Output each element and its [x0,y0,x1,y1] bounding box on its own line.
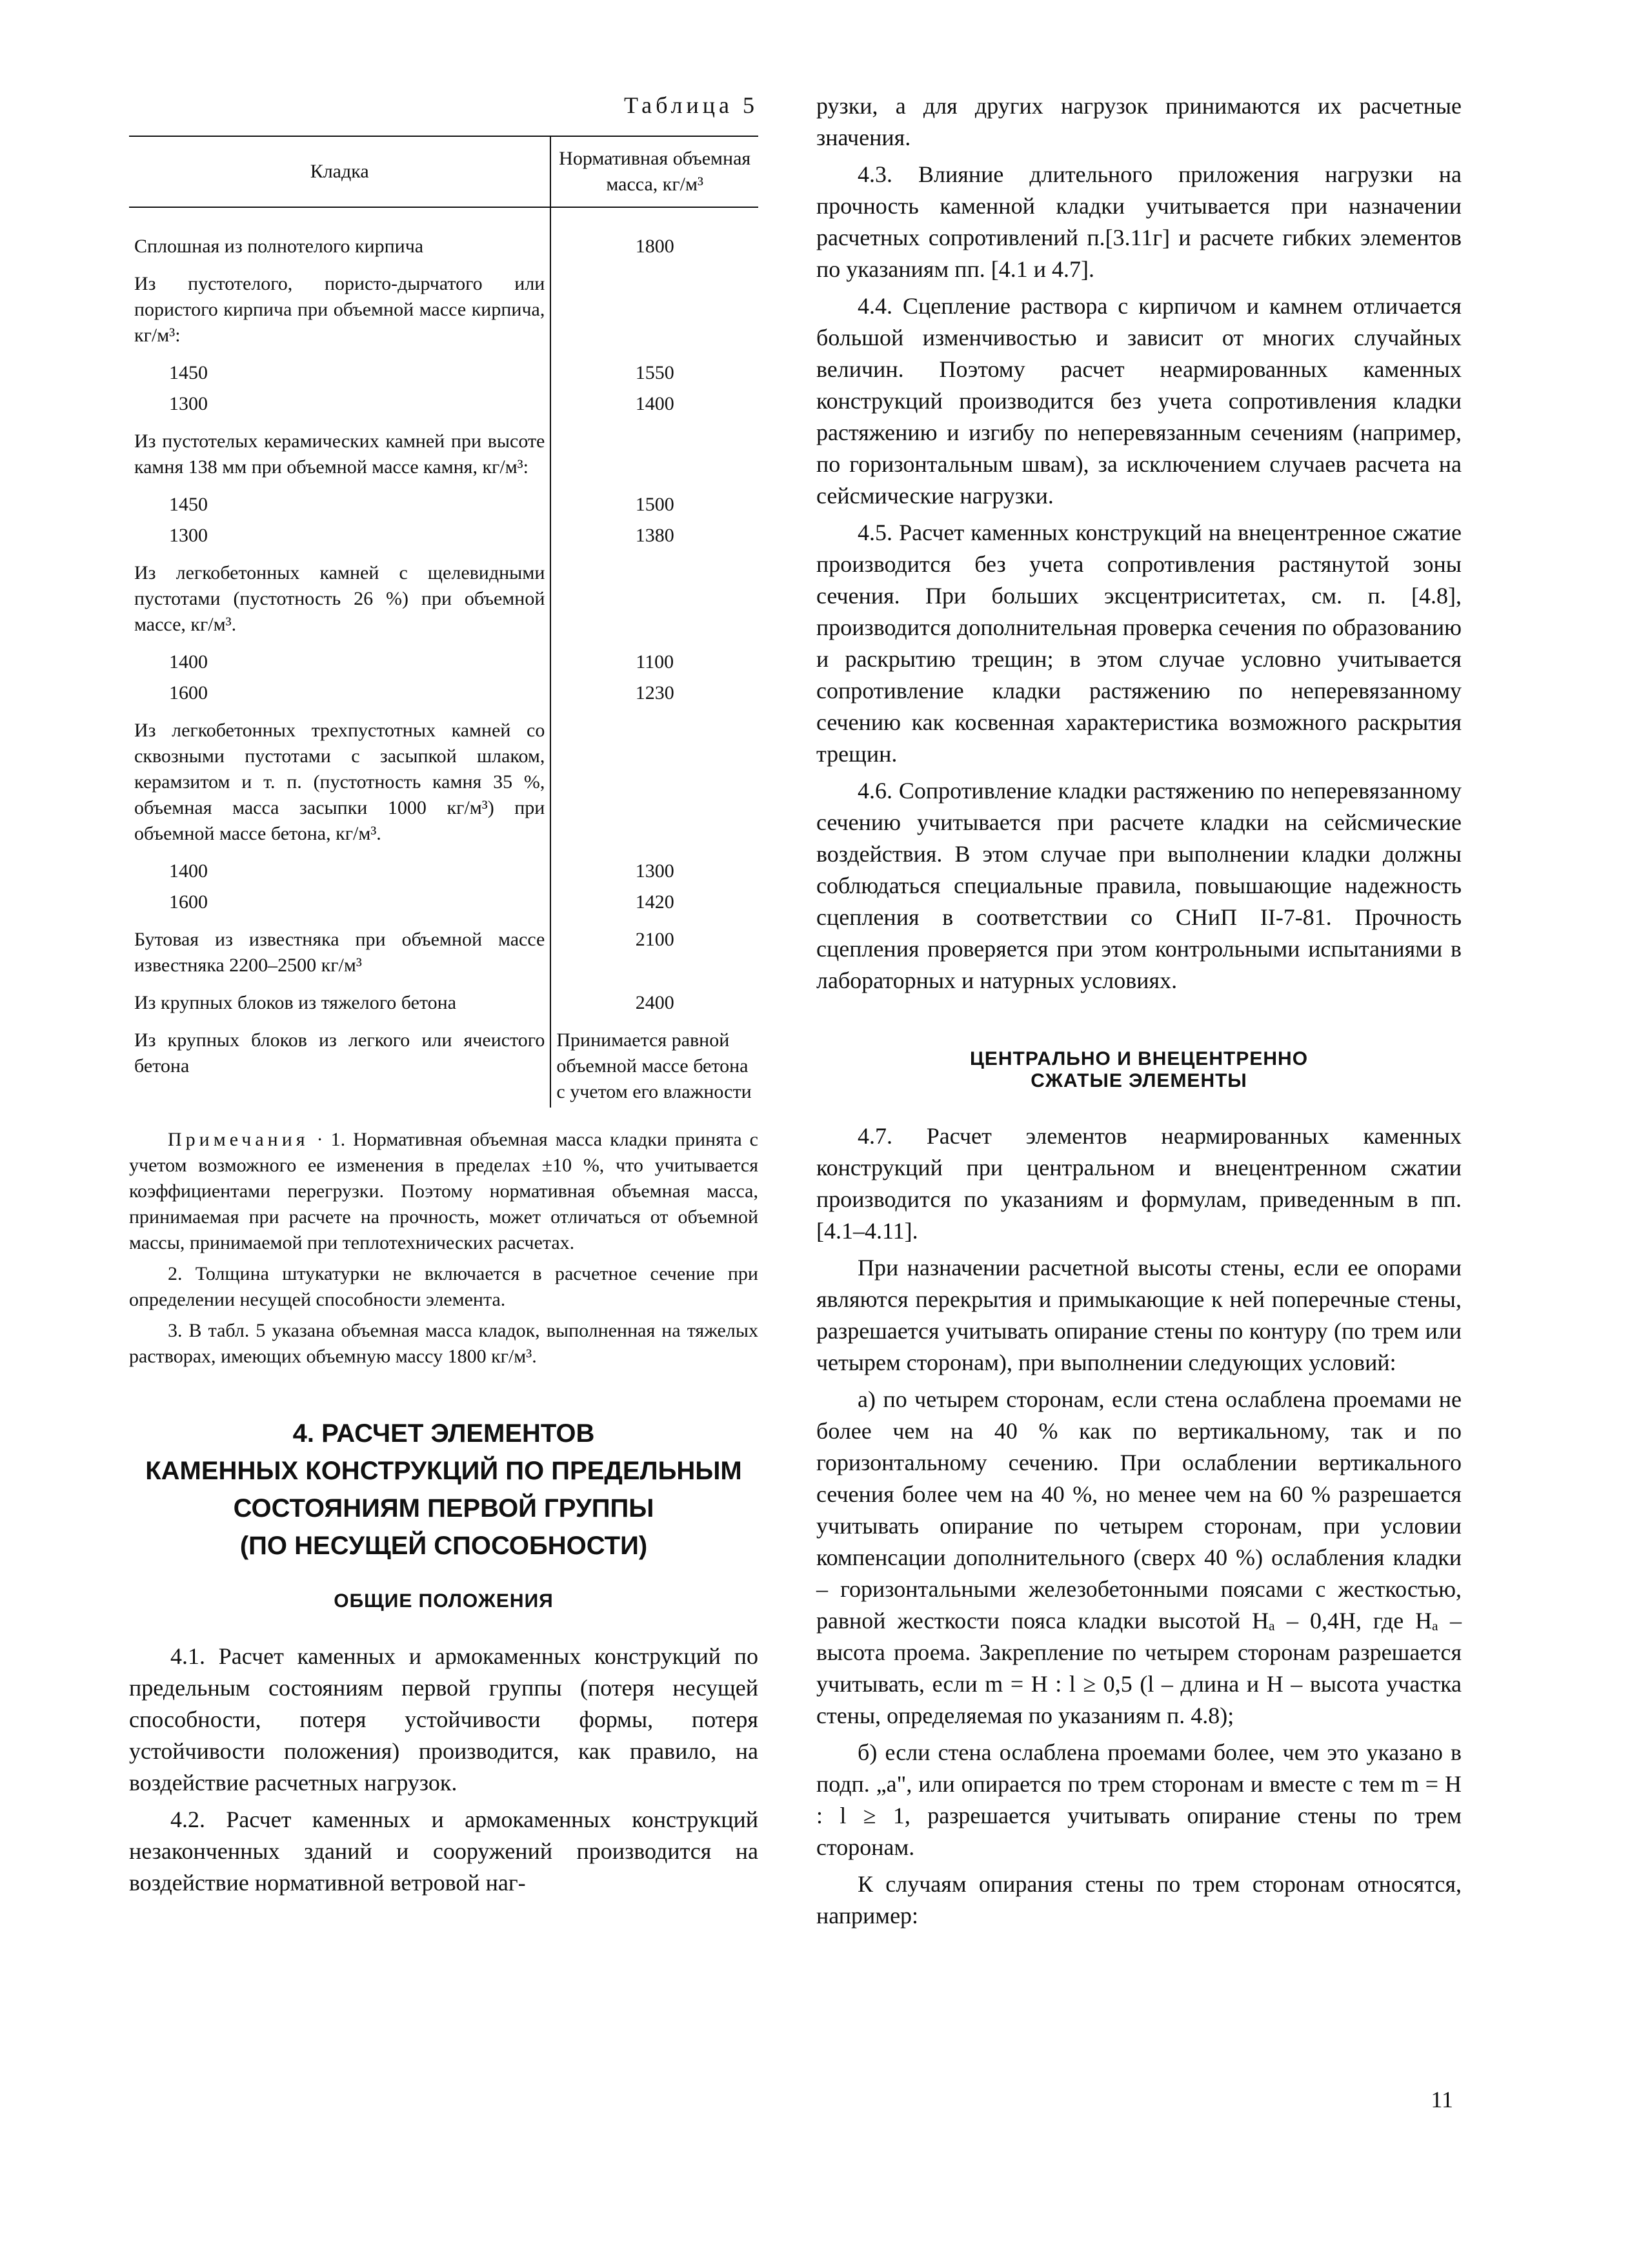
table-cell-value: 1420 [550,887,758,918]
table-cell-label: Из пустотелого, пористо-дырчатого или пористого кирпича при объемной массе кирпича, кг/м³: [134,273,545,346]
table-row [129,207,758,262]
table-notes [129,1127,758,1370]
section-title-line: 4. РАСЧЕТ ЭЛЕМЕНТОВ [292,1419,595,1448]
table-cell-value: 1100 [550,640,758,678]
paragraph-4-2: 4.2. Расчет каменных и армокаменных конструкций незаконченных зданий и сооружений производится на воздействие нормативной ветровой наг- [129,1807,758,1896]
paragraph-4-7: 4.7. Расчет элементов неармированных каменных конструкций при центральном и внецентренном сжатии производится по указаниям и формулам, приведенным в пп. [4.1–4.11]. [816,1123,1462,1244]
paragraph-4-6: 4.6. Сопротивление кладки растяжению по неперевязанному сечению учитывается при расчете кладки на сейсмические воздействия. В этом случае при выполнении кладки должны соблюдаться специальные правила, повышающие надежность сцепления в соответствии со СНиП II-7-81. Прочность сцепления проверяется при этом контрольными испытаниями в лабораторных и натурных условиях. [816,778,1462,993]
note-text: 1. Нормативная объемная масса кладки принята с учетом возможного ее изменения в пределах ±10 %, что учитывается коэффициентами перегрузки. Поэтому нормативная объемная масса, принимаемая при расчете на прочность, может отличаться от объемной массы, принимаемой при теплотехнических расчетах. [129,1129,758,1253]
subsection-heading-compressed [816,1048,1462,1092]
table-cell-value: 1380 [550,520,758,551]
paragraph-4-5: 4.5. Расчет каменных конструкций на внецентренное сжатие производится без учета сопротивления растянутой зоны сечения. При больших эксцентриситетах, см. п. [4.8], производится дополнительная проверка сечения по образованию и раскрытию трещин; в этом случае условно учитывается сопротивление кладки растяжению по неперевязанному сечению как косвенная характеристика возможного раскрытия трещин. [816,520,1462,767]
table-cell-label: 1300 [169,525,208,546]
table-header-row [129,136,758,207]
note-3: 3. В табл. 5 указана объемная масса кладок, выполненная на тяжелых растворах, имеющих объемную массу 1800 кг/м³. [129,1320,758,1367]
table-cell-label: 1600 [169,682,208,704]
table-cell-label: 1450 [169,362,208,383]
table-cell-label: Сплошная из полнотелого кирпича [134,236,424,257]
table-row [129,551,758,640]
right-body-text-2 [816,1120,1462,1932]
table-row [129,981,758,1018]
section-title-line: СОСТОЯНИЯМ ПЕРВОЙ ГРУППЫ [233,1494,654,1523]
paragraph-height: При назначении расчетной высоты стены, если ее опорами являются перекрытия и примыкающие к ней поперечные стены, разрешается учитывать опирание стены по контуру (по трем или четырем сторонам), при выполнении следующих условий: [816,1255,1462,1375]
table-cell-value: 1800 [550,207,758,262]
subsection-line: ЦЕНТРАЛЬНО И ВНЕЦЕНТРЕННО [969,1048,1309,1069]
table-cell-label: Из легкобетонных камней с щелевидными пустотами (пустотность 26 %) при объемной массе, кг/м³. [134,562,545,635]
table-title: Таблица 5 [624,92,758,118]
paragraph-a: а) по четырем сторонам, если стена ослаблена проемами не более чем на 40 % как по вертикальному, так и по горизонтальному сечению. При ослаблении вертикального сечения более чем на 40 %, но менее чем на 60 % разрешается учитывать опирание по четырем сторонам, при условии компенсации дополнительного (сверх 40 %) ослабления кладки – горизонтальными железобетонными поясами с жесткостью, равной жесткости пояса кладки высотой Hₐ – 0,4H, где Hₐ – высота проема. Закрепление по четырем сторонам разрешается учитывать, если m = H : l ≥ 0,5 (l – длина и H – высота участка стены, определяемая по указаниям п. 4.8); [816,1386,1462,1728]
table-row [129,887,758,918]
section-title [129,1415,758,1564]
table-row [129,849,758,887]
paragraph-4-4: 4.4. Сцепление раствора с кирпичом и камнем отличается большой изменчивостью и зависит от многих случайных величин. Поэтому расчет неармированных каменных конструкций производится без учета сопротивления кладки растяжению и изгибу по неперевязанным сечениям (например, по горизонтальным швам), за исключением случаев расчета на сейсмические нагрузки. [816,293,1462,509]
paragraph-b: б) если стена ослаблена проемами более, чем это указано в подп. „а", или опирается по трем сторонам и вместе с тем m = H : l ≥ 1, разрешается учитывать опирание стены по трем сторонам. [816,1739,1462,1860]
notes-heading: Примечания [168,1129,309,1150]
right-body-text [816,90,1462,997]
table-cell-value: 1500 [550,483,758,520]
note-1: Примечания · 1. Нормативная объемная масса кладки принята с учетом возможного ее изменения в пределах ±10 %, что учитывается коэффициентами перегрузки. Поэтому нормативная объемная масса, принимаемая при расчете на прочность, может отличаться от объемной массы, принимаемой при теплотехнических расчетах. [129,1129,758,1253]
paragraph-4-3: 4.3. Влияние длительного приложения нагрузки на прочность каменной кладки учитывается при назначении расчетных сопротивлений п.[3.11г] и расчете гибких элементов по указаниям пп. [4.1 и 4.7]. [816,161,1462,282]
table-row [129,389,758,420]
table-header-masonry: Кладка [129,136,550,207]
table-cell-value: 2400 [550,981,758,1018]
section-title-line: (ПО НЕСУЩЕЙ СПОСОБНОСТИ) [239,1532,648,1560]
table-cell-value [550,551,758,640]
table-row [129,420,758,483]
paragraph-cases: К случаям опирания стены по трем сторонам относятся, например: [816,1871,1462,1929]
table-row [129,678,758,709]
table-cell-label: Из легкобетонных трехпустотных камней со сквозными пустотами с засыпкой шлаком, керамзитом и т. п. (пустотность камня 35 %, объемная масса засыпки 1000 кг/м³) при объемной массе бетона, кг/м³. [134,720,545,844]
table-cell-value [550,420,758,483]
paragraph-4-1: 4.1. Расчет каменных и армокаменных конструкций по предельным состояниям первой группы (потеря несущей способности, потеря устойчивости формы, потеря устойчивости положения) производится, как правило, на воздействие расчетных нагрузок. [129,1643,758,1796]
table-cell-label: 1300 [169,393,208,414]
right-column [816,90,1462,1937]
table-cell-label: 1400 [169,860,208,882]
table-cell-label: Из крупных блоков из тяжелого бетона [134,992,457,1013]
table-row [129,1018,758,1108]
table-row [129,520,758,551]
table-cell-value: 1230 [550,678,758,709]
table-cell-value [550,709,758,849]
page-number: 11 [1431,2087,1453,2112]
table-cell-value: 1300 [550,849,758,887]
paragraph-continuation: рузки, а для других нагрузок принимаются их расчетные значения. [816,93,1462,150]
table-cell-label: Бутовая из известняка при объемной массе известняка 2200–2500 кг/м³ [134,929,545,976]
table-cell-value: 2100 [550,918,758,981]
table-cell-label: 1600 [169,891,208,913]
table-row [129,709,758,849]
table-row [129,640,758,678]
left-column [129,90,758,1904]
table-header-density: Нормативная объемная масса, кг/м³ [550,136,758,207]
table-cell-value: 1400 [550,389,758,420]
table-row [129,262,758,351]
table-row [129,351,758,389]
table-cell-value [550,262,758,351]
table-cell-value: 1550 [550,351,758,389]
table-cell-label: Из крупных блоков из легкого или ячеистого бетона [134,1029,545,1077]
masonry-density-table [129,136,758,1108]
note-2: 2. Толщина штукатурки не включается в расчетное сечение при определении несущей способности элемента. [129,1263,758,1310]
table-cell-label: 1400 [169,651,208,673]
table-cell-label: 1450 [169,494,208,515]
subsection-line: СЖАТЫЕ ЭЛЕМЕНТЫ [1031,1070,1247,1091]
section-title-line: КАМЕННЫХ КОНСТРУКЦИЙ ПО ПРЕДЕЛЬНЫМ [145,1457,742,1485]
table-cell-label: Из пустотелых керамических камней при высоте камня 138 мм при объемной массе камня, кг/м³: [134,430,545,478]
table-cell-value: Принимается равной объемной массе бетона с учетом его влажности [550,1018,758,1108]
table-row [129,918,758,981]
left-body-text [129,1641,758,1899]
subsection-heading-general: ОБЩИЕ ПОЛОЖЕНИЯ [334,1590,554,1612]
table-row [129,483,758,520]
